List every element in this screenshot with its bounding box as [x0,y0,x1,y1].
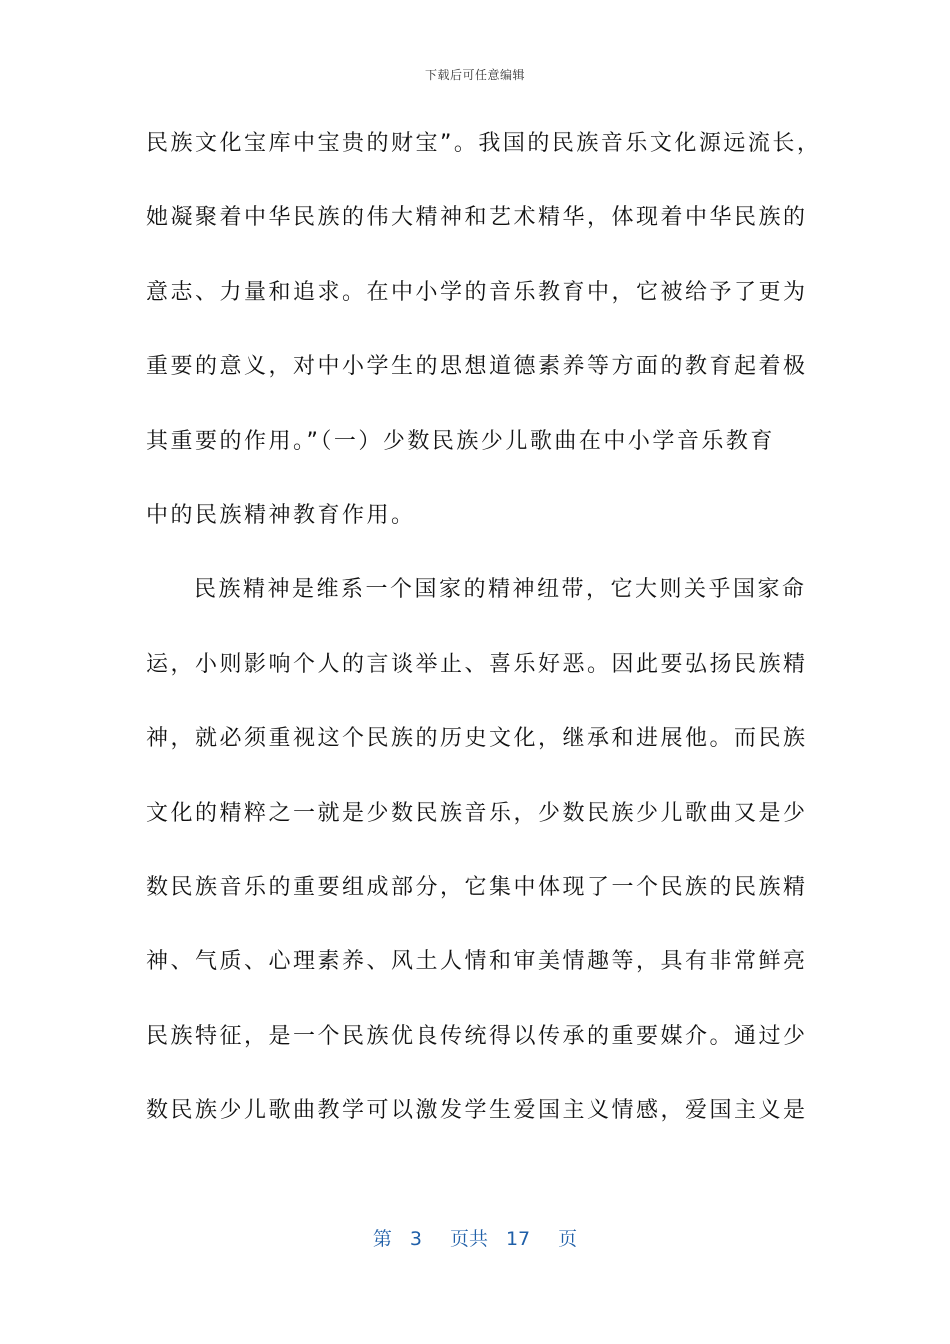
text-line: 数民族音乐的重要组成部分，它集中体现了一个民族的民族精 [146,874,808,900]
text-line: 民族文化宝库中宝贵的财宝”。我国的民族音乐文化源远流长， [146,131,822,156]
text-line: 数民族少儿歌曲教学可以激发学生爱国主义情感，爱国主义是 [146,1098,808,1124]
text-line: 其重要的作用。”（一）少数民族少儿歌曲在中小学音乐教育 [146,428,775,454]
page-footer [0,1224,950,1251]
footer-total-pages: 17 [505,1228,531,1250]
text-line: 神、气质、心理素养、风土人情和审美情趣等，具有非常鲜亮 [146,949,808,975]
text-line: 神，就必须重视这个民族的历史文化，继承和进展他。而民族 [146,726,808,752]
text-line: 意志、力量和追求。在中小学的音乐教育中，它被给予了更为 [146,279,808,305]
text-line: 运，小则影响个人的言谈举止、喜乐好恶。因此要弘扬民族精 [146,651,808,677]
text-line: 民族特征，是一个民族优良传统得以传承的重要媒介。通过少 [146,1023,808,1049]
footer-total-prefix: 页共 [449,1228,488,1250]
text-line: 文化的精粹之一就是少数民族音乐，少数民族少儿歌曲又是少 [146,800,808,826]
text-line: 中的民族精神教育作用。 [146,502,416,528]
text-line: 重要的意义，对中小学生的思想道德素养等方面的教育起着极 [146,354,808,380]
text-line: 她凝聚着中华民族的伟大精神和艺术精华，体现着中华民族的 [146,205,808,231]
footer-page-prefix: 第 [372,1228,392,1250]
document-body [146,122,822,1163]
paragraph-start-line: 民族精神是维系一个国家的精神纽带，它大则关乎国家命 [194,577,807,603]
page-header-note: 下载后可任意编辑 [424,68,525,82]
footer-current-page: 3 [409,1228,422,1250]
footer-page-suffix: 页 [558,1228,578,1250]
